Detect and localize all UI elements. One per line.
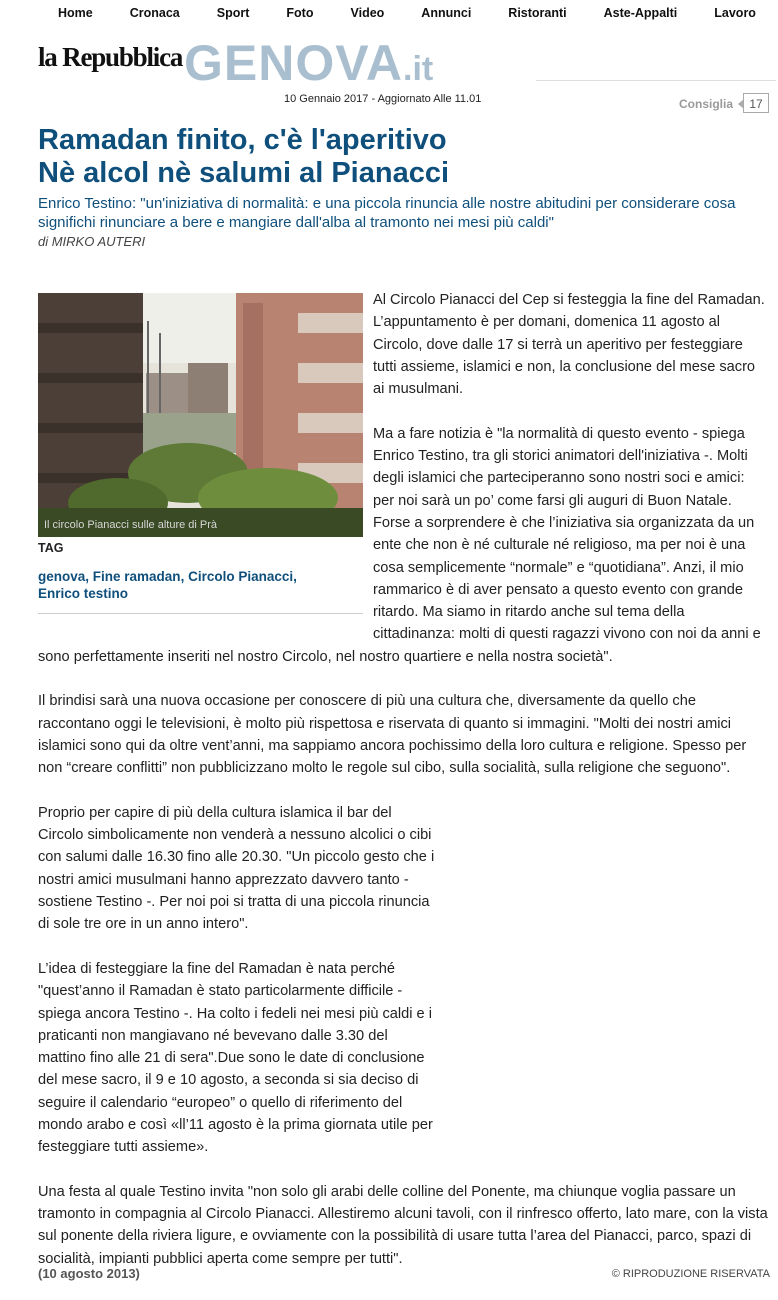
tag-title: TAG (38, 541, 64, 555)
masthead-logo[interactable] (38, 36, 498, 90)
article-date: (10 agosto 2013) (38, 1266, 140, 1281)
article-paragraph: Una festa al quale Testino invita "non solo gli arabi delle colline del Ponente, ma chiunque voglia passare un tramonto in compagnia al Circolo Pianacci. Allestiremo alcuni tavoli, con il rinfresco offerto, lato mare, con la vista sul ponente della riviera ligure, e ovviamente con la possibilità di usare tutta l’area del Pianacci, parco, spazi di socialità, impianti pubblici aperta come sempre per tutti". (38, 1183, 768, 1267)
nav-video[interactable]: Video (350, 6, 385, 20)
top-navigation (0, 0, 778, 26)
article-paragraph: L’idea di festeggiare la fine del Ramadan è nata perché "quest’anno il Ramadan è stato particolarmente difficile - spiega ancora Testino -. Ha colto i fedeli nei mesi più caldi e i praticanti non mangiavano né bevevano dalle 3.30 del mattino fino alle 21 di sera".Due sono le date di conclusione del mese sacro, il 9 e 10 agosto, a seconda si sia deciso di seguire il calendario “europeo” o quello di riferimento del mondo arabo e così «ll’11 agosto è la prima giornata utile per festeggiare tutti assieme». (38, 960, 433, 1156)
headline-line-1: Ramadan finito, c'è l'aperitivo (38, 124, 447, 156)
article-byline: di MIRKO AUTERI (38, 234, 146, 249)
copyright-notice: © RIPRODUZIONE RISERVATA (611, 1268, 770, 1280)
nav-sport[interactable]: Sport (216, 6, 250, 20)
nav-ristoranti[interactable]: Ristoranti (508, 6, 567, 20)
recommend-button[interactable]: Consiglia (679, 97, 734, 111)
city-tld: .it (403, 50, 434, 88)
nav-home[interactable]: Home (58, 6, 93, 20)
tag-link[interactable]: Fine ramadan (92, 569, 181, 584)
article-paragraph: Ma a fare notizia è "la normalità di questo evento - spiega Enrico Testino, tra gli storici animatori dell'iniziativa -. Molti degli islamici che parteciperanno sono nostri soci e amici: per noi sarà un po’ come farsi gli auguri di Buon Natale. Forse a sorprendere è che l’iniziativa sia organizzata da un ente che non è né culturale né religioso, ma per noi è una cosa semplicemente “normale” e “quotidiana”. Anzi, il mio rammarico è di aver pensato a questo evento con grande ritardo. Ma siamo in ritardo anche sul tema della cittadinanza: molti di questi ragazzi vivono con noi da anni e sono perfettamente inseriti nel nostro Circolo, nel nostro quartiere e nella nostra società". (38, 425, 761, 665)
headline-line-2: Nè alcol nè salumi al Pianacci (38, 157, 450, 189)
article-paragraph: Proprio per capire di più della cultura islamica il bar del Circolo simbolicamente non venderà a nessuno alcolici o cibi con salumi dalle 16.30 fino alle 20.30. "Un piccolo gesto che i nostri amici musulmani hanno apprezzato davvero tanto - sostiene Testino -. Per noi poi si tratta di una piccola rinuncia di sole tre ore in un anno intero". (38, 804, 435, 933)
tag-link[interactable]: Circolo Pianacci (188, 569, 294, 584)
nav-foto[interactable]: Foto (286, 6, 314, 20)
photo-caption: Il circolo Pianacci sulle alture di Prà (44, 519, 218, 531)
tag-link[interactable]: genova (38, 569, 86, 584)
city-name: GENOVA (184, 35, 403, 91)
article-body (38, 289, 768, 1292)
nav-cronaca[interactable]: Cronaca (129, 6, 180, 20)
nav-lavoro[interactable]: Lavoro (714, 6, 756, 20)
brand-logo: la Repubblica (38, 42, 183, 72)
right-float-spacer (438, 802, 768, 1122)
article-paragraph: Al Circolo Pianacci del Cep si festeggia la fine del Ramadan. L’appuntamento è per domani, domenica 11 agosto al Circolo, dove dalle 17 si terrà un aperitivo per festeggiare tutti assieme, islamici e non, la conclusione del mese sacro ai musulmani. (373, 292, 765, 398)
article-paragraph: Il brindisi sarà una nuova occasione per conoscere di più una cultura che, diversamente da quello che raccontano oggi le televisioni, è molto più rispettosa e riservata di quanto si immagini. "Molti dei nostri amici islamici sono qui da oltre vent’anni, ma sappiamo ancora pochissimo della loro cultura e religione. Spesso per non “creare conflitti” non pubblicizzano molto le regole sul cibo, sulla socialità, sulla religione che seguono". (38, 693, 747, 777)
article-headline (38, 124, 758, 190)
city-logo (184, 34, 433, 92)
header-divider (536, 80, 776, 81)
dateline: 10 Gennaio 2017 - Aggiornato Alle 11.01 (284, 93, 482, 105)
tag-link[interactable]: Enrico testino (38, 586, 129, 601)
tag-list: genova, Fine ramadan, Circolo Pianacci, Enrico testino (38, 569, 297, 601)
article-subtitle: Enrico Testino: "un'iniziativa di normalità: e una piccola rinuncia alle nostre abitudini per considerare cosa significhi rinunciare a bere e mangiare dall'alba al tramonto nei mesi più caldi" (38, 195, 736, 231)
nav-aste-appalti[interactable]: Aste-Appalti (603, 6, 678, 20)
recommend-count: 17 (743, 93, 769, 113)
photo-float-spacer (38, 289, 373, 629)
nav-annunci[interactable]: Annunci (421, 6, 472, 20)
